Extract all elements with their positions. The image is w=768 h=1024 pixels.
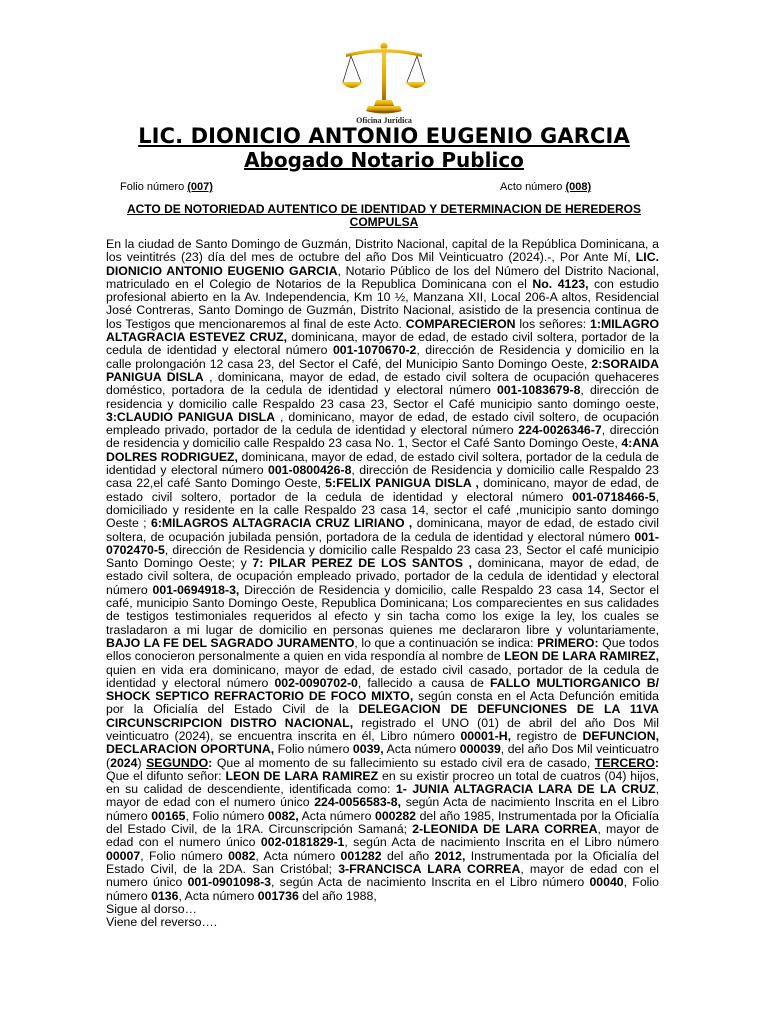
body-text-run: , Folio número xyxy=(106,875,659,903)
acto-label: Acto número xyxy=(500,181,563,193)
body-text-run: del año 1985, Instrumentada por la Oficialía del Estado Civil, de la 1RA. Circunscripción Samaná; xyxy=(106,808,659,837)
body-text-run: del año 1988, xyxy=(298,888,377,903)
body-text-run: dominicana, mayor de edad, de estado civil soltera, portador de la cedula de identidad y electoral número xyxy=(106,330,659,358)
body-paragraph xyxy=(106,237,659,903)
folio-value: (007) xyxy=(187,181,213,193)
body-emphasis: 2012, xyxy=(434,848,466,863)
body-text-run: registrado el UNO (01) de abril del año Dos Mil veinticuatro (2024), se encuentra inscrita en él, Libro número xyxy=(106,715,660,743)
body-text-run: en su existir procreo un total de cuatros (04) hijos, en su calidad de descendiente, identificada como: xyxy=(106,768,660,797)
body-text-run: los señores: xyxy=(515,316,591,331)
body-text-run: ) xyxy=(137,755,147,770)
body-emphasis: No. 4123, xyxy=(532,276,589,291)
body-text-run: , Notario Público de los del Número del Distrito Nacional, matriculado en el Colegio de Notarios de la Republica Dominicana con el xyxy=(106,263,659,291)
body-emphasis: 1- JUNIA ALTAGRACIA LARA DE LA CRUZ xyxy=(395,782,656,797)
body-emphasis: 001-1070670-2 xyxy=(332,343,417,358)
body-text-run: Acta número xyxy=(298,808,375,823)
body-text-run: , dominicana, mayor de edad, de estado civil soltera de ocupación quehaceres doméstico, portadora de la cedula de identidad y electoral número xyxy=(106,369,659,398)
scales-of-justice-icon xyxy=(338,40,430,116)
body-text-run: del año xyxy=(381,848,435,863)
body-text-run: Dirección de Residencia y domicilio, calle Respaldo 23 casa 14, Sector el café, municipio Santo Domingo Oeste, Republica Dominicana; Los comparecientes en sus calidades de testigos testimoniales requeridos al efecto y sin tacha como los exige la ley, los cuales se trasladaron a mi lugar de domicilio en personas quienes me declararon libre y voluntariamente, xyxy=(106,582,659,637)
body-emphasis: 0136 xyxy=(151,888,179,903)
body-emphasis: 2024 xyxy=(110,755,138,770)
body-text-run: En la ciudad de Santo Domingo de Guzmán, Distrito Nacional, capital de la República Dominicana, a los veintitrés (23) día del mes de octubre del año Dos Mil Veinticuatro (2024).-, Por Ante Mí, xyxy=(106,237,659,265)
body-text-run: Instrumentada por la Oficialía del Estado Civil, de la 2DA. San Cristóbal; xyxy=(106,848,659,876)
body-emphasis: DELEGACION DE DEFUNCIONES DE LA 11VA CIRCUNSCRIPCION DISTRO NACIONAL, xyxy=(106,702,660,730)
body-emphasis: 00001-H, xyxy=(460,728,512,743)
body-emphasis: 0039, xyxy=(352,742,384,757)
body-text-run: según Acta de nacimiento Inscrita en el Libro número xyxy=(106,795,659,823)
body-text-run: Que todos ellos conocieron personalmente a quien en vida respondía al nombre de xyxy=(106,635,659,664)
body-emphasis: COMPARECIERON xyxy=(405,316,516,331)
body-emphasis: 224-0056583-8, xyxy=(314,795,402,810)
body-emphasis: 0082, xyxy=(267,808,299,823)
body-emphasis: 1:MILAGRO ALTAGRACIA ESTEVEZ CRUZ, xyxy=(106,316,660,345)
continued-prev-note: Viene del reverso…. xyxy=(106,915,218,930)
body-text-run: según consta en el Acta Defunción emitida por la Oficialía del Estado Civil de la xyxy=(106,689,659,717)
body-text-run: dominicana, mayor de edad, de estado civil soltera, de ocupación jubilada pensión, portadora de la cedula de identidad y electoral número xyxy=(106,516,659,544)
body-text-run: , Acta número xyxy=(178,888,258,903)
body-emphasis: 2-LEONIDA DE LARA CORREA xyxy=(412,822,598,837)
body-text-run: , dirección de Residencia y domicilio calle Respaldo 23 casa 22,el café Santo Domingo Oeste, xyxy=(106,463,659,491)
body-emphasis: 001-1083679-8 xyxy=(496,383,581,398)
body-text-run: Que el difunto señor: xyxy=(106,768,226,783)
body-emphasis: 000039 xyxy=(459,742,501,757)
body-emphasis: 000282 xyxy=(374,808,417,823)
body-text-run: , dirección de Residencia y domicilio calle Respaldo 23 casa 23, Sector el café municipio Santo Domingo Oeste; y xyxy=(106,542,659,571)
body-emphasis: 00007 xyxy=(106,848,141,863)
body-emphasis: 7: PILAR PEREZ DE LOS SANTOS , xyxy=(252,556,473,571)
body-text-run: , del año Dos Mil veinticuatro ( xyxy=(106,742,659,770)
body-text-run: , Folio número xyxy=(185,808,268,823)
body-emphasis: BAJO LA FE DEL SAGRADO JURAMENTO xyxy=(106,635,355,650)
body-text-run: , dirección de Residencia y domicilio en la calle prolongación 12 casa 23, del Sector el Café, del Municipio Santo Domingo Oeste, xyxy=(106,343,660,371)
body-text-run: quien en vida era dominicano, mayor de edad, de estado civil casado, portador de la cedula de identidad y electoral número xyxy=(106,662,659,690)
body-text-run: dominicana, mayor de edad, de estado civil soltera, de ocupación empleado privado, portador de la cedula de identidad y electoral número xyxy=(106,556,659,597)
body-text-run: Acta número xyxy=(383,742,460,757)
body-emphasis: 001-0718466-5 xyxy=(572,489,656,504)
body-text-run: , mayor de edad con el numero único xyxy=(106,861,659,890)
body-emphasis: LEON DE LARA RAMIREZ xyxy=(225,768,379,783)
acto-value: (008) xyxy=(565,181,592,193)
body-text-run: , dirección de residencia y domicilio calle Respaldo 23 casa 23, Sector el Café municipio santo domingo oeste, xyxy=(106,383,660,411)
body-text-run: , Folio número xyxy=(140,848,229,863)
body-text-run: , dirección de residencia y domicilio calle Respaldo 23 casa No. 1, Sector el Café Santo Domingo Oeste, xyxy=(106,423,659,451)
body-emphasis: 001-0702470-5 xyxy=(106,529,659,557)
body-emphasis: 6:MILAGROS ALTAGRACIA CRUZ LIRIANO , xyxy=(150,516,413,531)
document-title: ACTO DE NOTORIEDAD AUTENTICO DE IDENTIDAD Y DETERMINACION DE HEREDEROS COMPULSA xyxy=(126,202,642,229)
body-emphasis: 001-0901098-3 xyxy=(187,875,272,890)
body-emphasis: 002-0090702-0 xyxy=(274,675,358,690)
body-text-run: , Acta número xyxy=(255,848,341,863)
body-text-run: dominicana, mayor de edad, de estado civil soltera, portador de la cedula de identidad y electoral número xyxy=(106,449,660,478)
body-emphasis: 00165 xyxy=(151,808,186,823)
notary-profession: Abogado Notario Publico xyxy=(244,148,524,172)
body-text-run: , domiciliado y residente en la calle Respaldo 23 casa 14, sector el café ,municipio santo domingo Oeste ; xyxy=(106,489,659,531)
body-emphasis: 2:SORAIDA PANIGUA DISLA xyxy=(106,356,659,384)
body-text-run: , mayor de edad con el numero único xyxy=(106,822,659,850)
body-emphasis: LEON DE LARA RAMIREZ, xyxy=(504,649,659,664)
notary-name: LIC. DIONICIO ANTONIO EUGENIO GARCIA xyxy=(138,124,630,148)
body-emphasis: FALLO MULTIORGANICO B/ SHOCK SEPTICO REFRACTORIO DE FOCO MIXTO, xyxy=(106,675,660,704)
body-emphasis: 001282 xyxy=(340,848,382,863)
body-emphasis: LIC. DIONICIO ANTONIO EUGENIO GARCIA xyxy=(106,250,659,278)
body-emphasis: 224-0026346-7 xyxy=(518,423,602,438)
body-text-run: , dominicano, mayor de edad, de estado civil soltero, de ocupación empleado privado, portador de la cedula de identidad y electoral número xyxy=(106,409,659,438)
body-text-run: dominicano, mayor de edad, de estado civil soltero, portador de la cedula de identidad y electoral número xyxy=(106,476,660,504)
body-text-run: , según Acta de nacimiento Inscrita en el Libro número xyxy=(344,835,659,850)
body-text-run: , lo que a continuación se indica: xyxy=(354,635,538,650)
document-body xyxy=(106,238,659,929)
body-text-run: , según Acta de nacimiento Inscrita en el Libro número xyxy=(271,875,590,890)
continued-next-note: Sigue al dorso… xyxy=(106,901,197,916)
body-emphasis: 3-FRANCISCA LARA CORREA xyxy=(338,861,521,876)
logo-caption: Oficina Jurídica xyxy=(356,116,412,125)
body-emphasis: PRIMERO: xyxy=(537,635,599,650)
body-emphasis: 002-0181829-1 xyxy=(260,835,345,850)
body-text-run: con estudio profesional abierto en la Av. Independencia, Km 10 ½, Manzana XII, Local 206-A altos, Residencial José Contreras, Santo Domingo de Guzmán, Distrito Nacional, asistido de la presencia continua de los Testigos que mencionaremos al final de este Acto. xyxy=(106,276,659,331)
body-text-run: Folio número xyxy=(274,742,353,757)
body-emphasis: TERCERO xyxy=(594,755,655,770)
body-text-run: registro de xyxy=(511,728,583,743)
body-emphasis: 001-0800426-8 xyxy=(268,463,352,478)
body-emphasis: 001736 xyxy=(257,888,299,903)
body-emphasis: 3:CLAUDIO PANIGUA DISLA xyxy=(106,409,276,424)
acto-number xyxy=(500,181,591,193)
body-emphasis: : xyxy=(208,755,213,770)
body-emphasis: 00040 xyxy=(589,875,624,890)
body-emphasis: SEGUNDO xyxy=(146,755,209,770)
body-text-run: Que al momento de su fallecimiento su estado civil era de casado, xyxy=(212,755,595,770)
body-emphasis: 001-0694918-3, xyxy=(152,582,240,597)
folio-number xyxy=(120,181,213,193)
body-emphasis: 4:ANA DOLRES RODRIGUEZ, xyxy=(106,436,659,464)
body-text-run: , mayor de edad con el numero único xyxy=(106,782,659,810)
folio-label: Folio número xyxy=(120,181,185,193)
body-emphasis: 0082 xyxy=(228,848,256,863)
body-text-run: , fallecido a causa de xyxy=(357,675,491,690)
body-emphasis: : xyxy=(654,755,660,770)
body-emphasis: DEFUNCION, DECLARACION OPORTUNA, xyxy=(106,728,659,757)
body-emphasis: 5:FELIX PANIGUA DISLA , xyxy=(325,476,479,491)
